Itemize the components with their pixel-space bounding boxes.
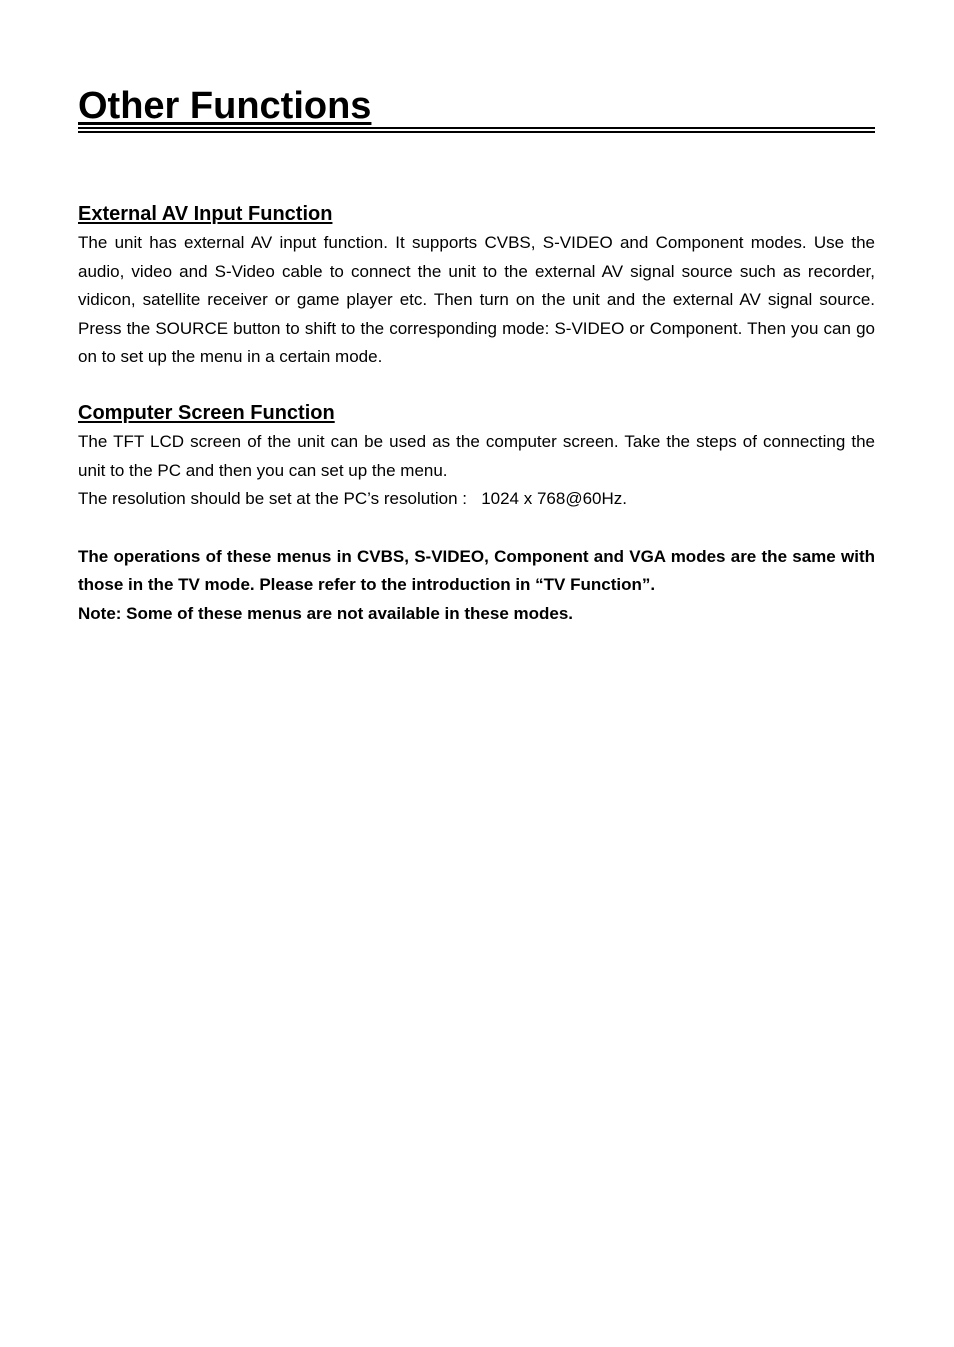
computer-screen-heading: Computer Screen Function — [78, 401, 335, 424]
resolution-text: The resolution should be set at the PC’s resolution : 1024 x 768@60Hz. — [78, 489, 627, 509]
page-title: Other Functions — [78, 85, 372, 127]
computer-screen-body: The TFT LCD screen of the unit can be used as the computer screen. Take the steps of connecting the unit to the PC and then you can set up the menu. — [78, 431, 875, 480]
operations-note: The operations of these menus in CVBS, S-VIDEO, Component and VGA modes are the same with those in the TV mode. Please refer to the introduction in “TV Function”. — [78, 546, 875, 595]
computer-screen-section — [78, 400, 875, 514]
external-av-body: The unit has external AV input function. It supports CVBS, S-VIDEO and Component modes. Use the audio, video and S-Video cable to connect the unit to the external AV signal source such as recorder, vidicon, satellite receiver or game player etc. Then turn on the unit and the external AV signal source. Press the SOURCE button to shift to the corresponding mode: S-VIDEO or Component. Then you can go on to set up the menu in a certain mode. — [78, 233, 875, 367]
document-page — [78, 84, 875, 629]
availability-note: Note: Some of these menus are not available in these modes. — [78, 603, 574, 623]
external-av-heading: External AV Input Function — [78, 203, 333, 225]
notes-section — [78, 543, 875, 629]
external-av-section — [78, 201, 875, 372]
